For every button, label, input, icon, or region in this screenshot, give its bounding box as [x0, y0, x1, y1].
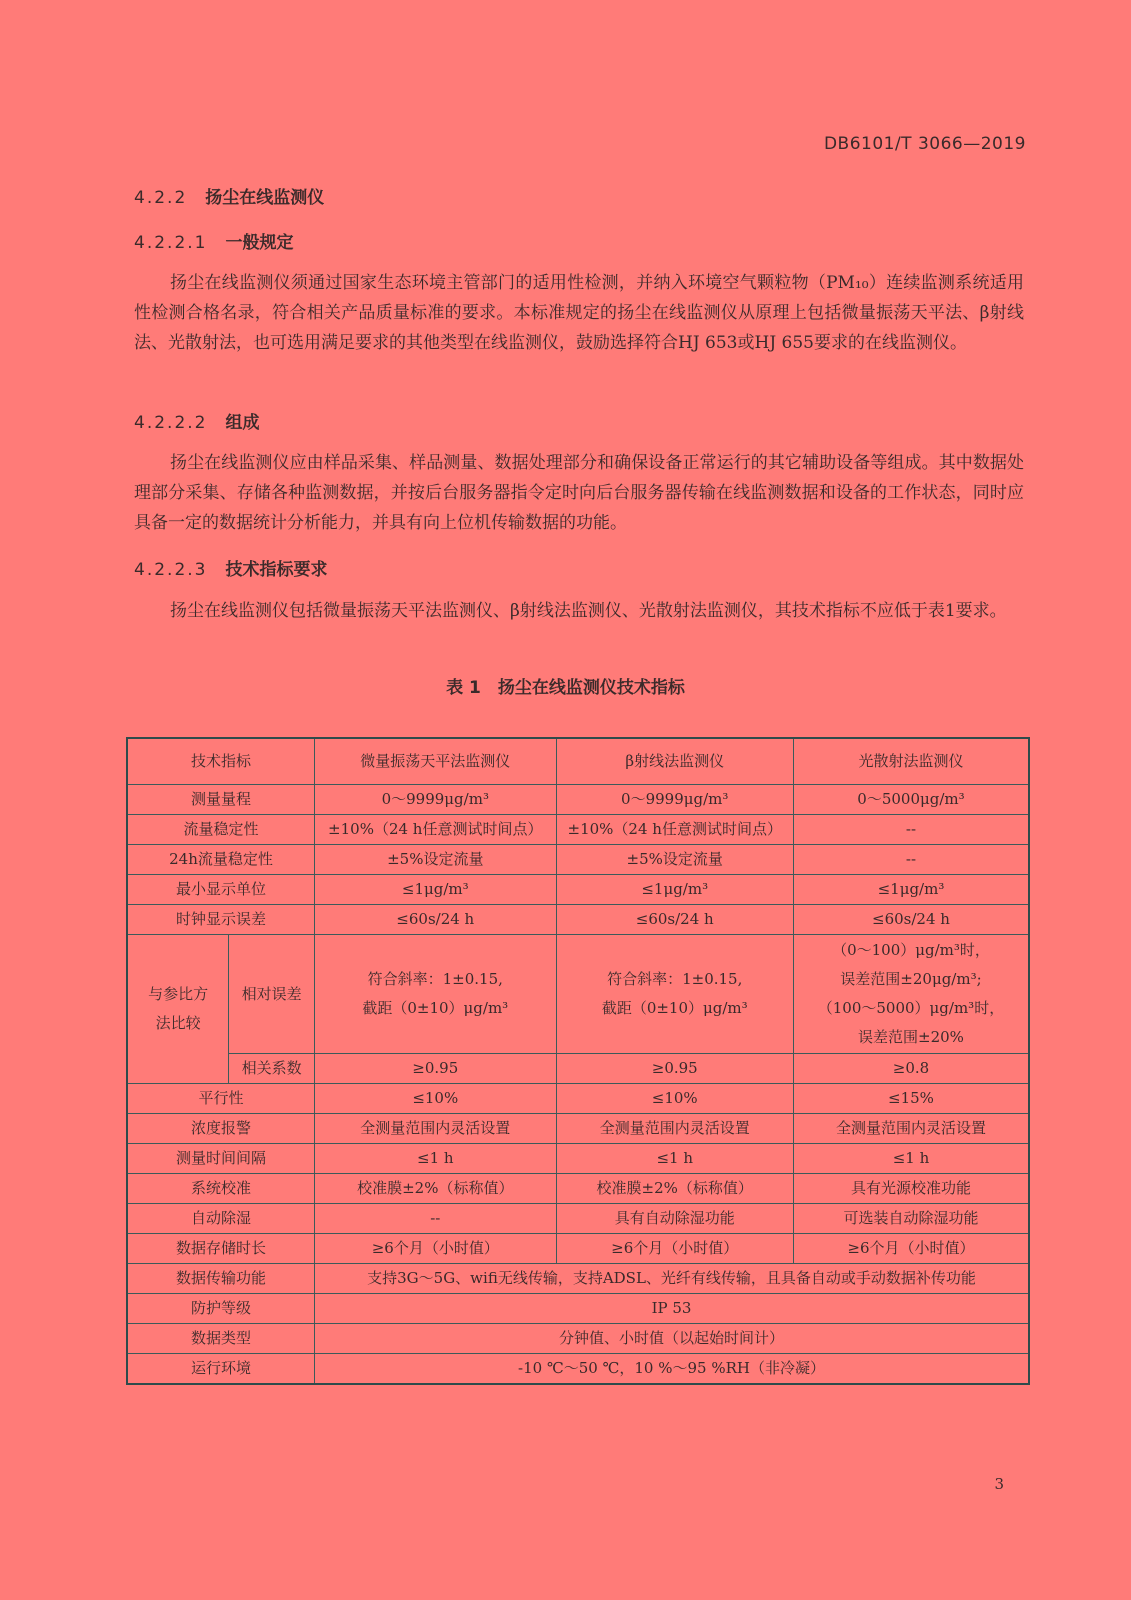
table-row: 数据传输功能 支持3G～5G、wifi无线传输，支持ADSL、光纤有线传输，且具备自动或手动数据补传功能: [127, 1264, 1029, 1294]
table-row: 数据存储时长 ≥6个月（小时值） ≥6个月（小时值） ≥6个月（小时值）: [127, 1234, 1029, 1264]
table-row: 测量量程 0～9999μg/m³ 0～9999μg/m³ 0～5000μg/m³: [127, 785, 1029, 815]
table-row: 测量时间间隔 ≤1 h ≤1 h ≤1 h: [127, 1144, 1029, 1174]
paragraph-requirements: 扬尘在线监测仪包括微量振荡天平法监测仪、β射线法监测仪、光散射法监测仪，其技术指标不应低于表1要求。: [170, 601, 1007, 621]
table-header-row: [127, 738, 1029, 785]
table-row: 时钟显示误差 ≤60s/24 h ≤60s/24 h ≤60s/24 h: [127, 905, 1029, 935]
page-number: 3: [994, 1475, 1004, 1493]
paragraph-composition: 扬尘在线监测仪应由样品采集、样品测量、数据处理部分和确保设备正常运行的其它辅助设备等组成。其中数据处理部分采集、存储各种监测数据，并按后台服务器指令定时向后台服务器传输在线监测数据和设备的工作状态，同时应具备一定的数据统计分析能力，并具有向上位机传输数据的功能。: [134, 453, 1024, 533]
header-cell: 光散射法监测仪: [793, 738, 1029, 785]
table-row: 系统校准 校准膜±2%（标称值） 校准膜±2%（标称值） 具有光源校准功能: [127, 1174, 1029, 1204]
header-cell: 技术指标: [127, 738, 315, 785]
table-row: 平行性 ≤10% ≤10% ≤15%: [127, 1084, 1029, 1114]
spec-table: [126, 737, 1030, 1385]
section-heading-4-2-2-1: 4.2.2.1 一般规定: [134, 233, 294, 253]
section-heading-4-2-2: 4.2.2 扬尘在线监测仪: [134, 188, 325, 208]
table-row: 运行环境 -10 ℃～50 ℃，10 %～95 %RH（非冷凝）: [127, 1354, 1029, 1385]
paragraph-general: 扬尘在线监测仪须通过国家生态环境主管部门的适用性检测，并纳入环境空气颗粒物（PM₁₀）连续监测系统适用性检测合格名录，符合相关产品质量标准的要求。本标准规定的扬尘在线监测仪从原理上包括微量振荡天平法、β射线法、光散射法，也可选用满足要求的其他类型在线监测仪，鼓励选择符合HJ 653或HJ 655要求的在线监测仪。: [134, 273, 1024, 353]
table-row: 流量稳定性 ±10%（24 h任意测试时间点） ±10%（24 h任意测试时间点） --: [127, 815, 1029, 845]
table-caption: 表 1 扬尘在线监测仪技术指标: [446, 678, 685, 698]
header-cell: β射线法监测仪: [556, 738, 793, 785]
section-heading-4-2-2-3: 4.2.2.3 技术指标要求: [134, 560, 328, 580]
table-row: 24h流量稳定性 ±5%设定流量 ±5%设定流量 --: [127, 845, 1029, 875]
header-cell: 微量振荡天平法监测仪: [315, 738, 556, 785]
table-row: 自动除湿 -- 具有自动除湿功能 可选装自动除湿功能: [127, 1204, 1029, 1234]
document-id: DB6101/T 3066—2019: [823, 134, 1026, 154]
table-row: 浓度报警 全测量范围内灵活设置 全测量范围内灵活设置 全测量范围内灵活设置: [127, 1114, 1029, 1144]
table-row: 数据类型 分钟值、小时值（以起始时间计）: [127, 1324, 1029, 1354]
compare-group-cell: 与参比方法比较: [127, 935, 229, 1084]
table-row: 防护等级 IP 53: [127, 1294, 1029, 1324]
table-row: 最小显示单位 ≤1μg/m³ ≤1μg/m³ ≤1μg/m³: [127, 875, 1029, 905]
section-heading-4-2-2-2: 4.2.2.2 组成: [134, 413, 260, 433]
table-row: 与参比方法比较 相对误差 符合斜率：1±0.15, 截距（0±10）μg/m³ 符合斜率：1±0.15, 截距（0±10）μg/m³ （0～100）μg/m³时， 误差范围±20μg/m³; （100～5000）μg/m³时， 误差范围±20%: [127, 935, 1029, 1054]
table-row: 相关系数 ≥0.95 ≥0.95 ≥0.8: [127, 1054, 1029, 1084]
